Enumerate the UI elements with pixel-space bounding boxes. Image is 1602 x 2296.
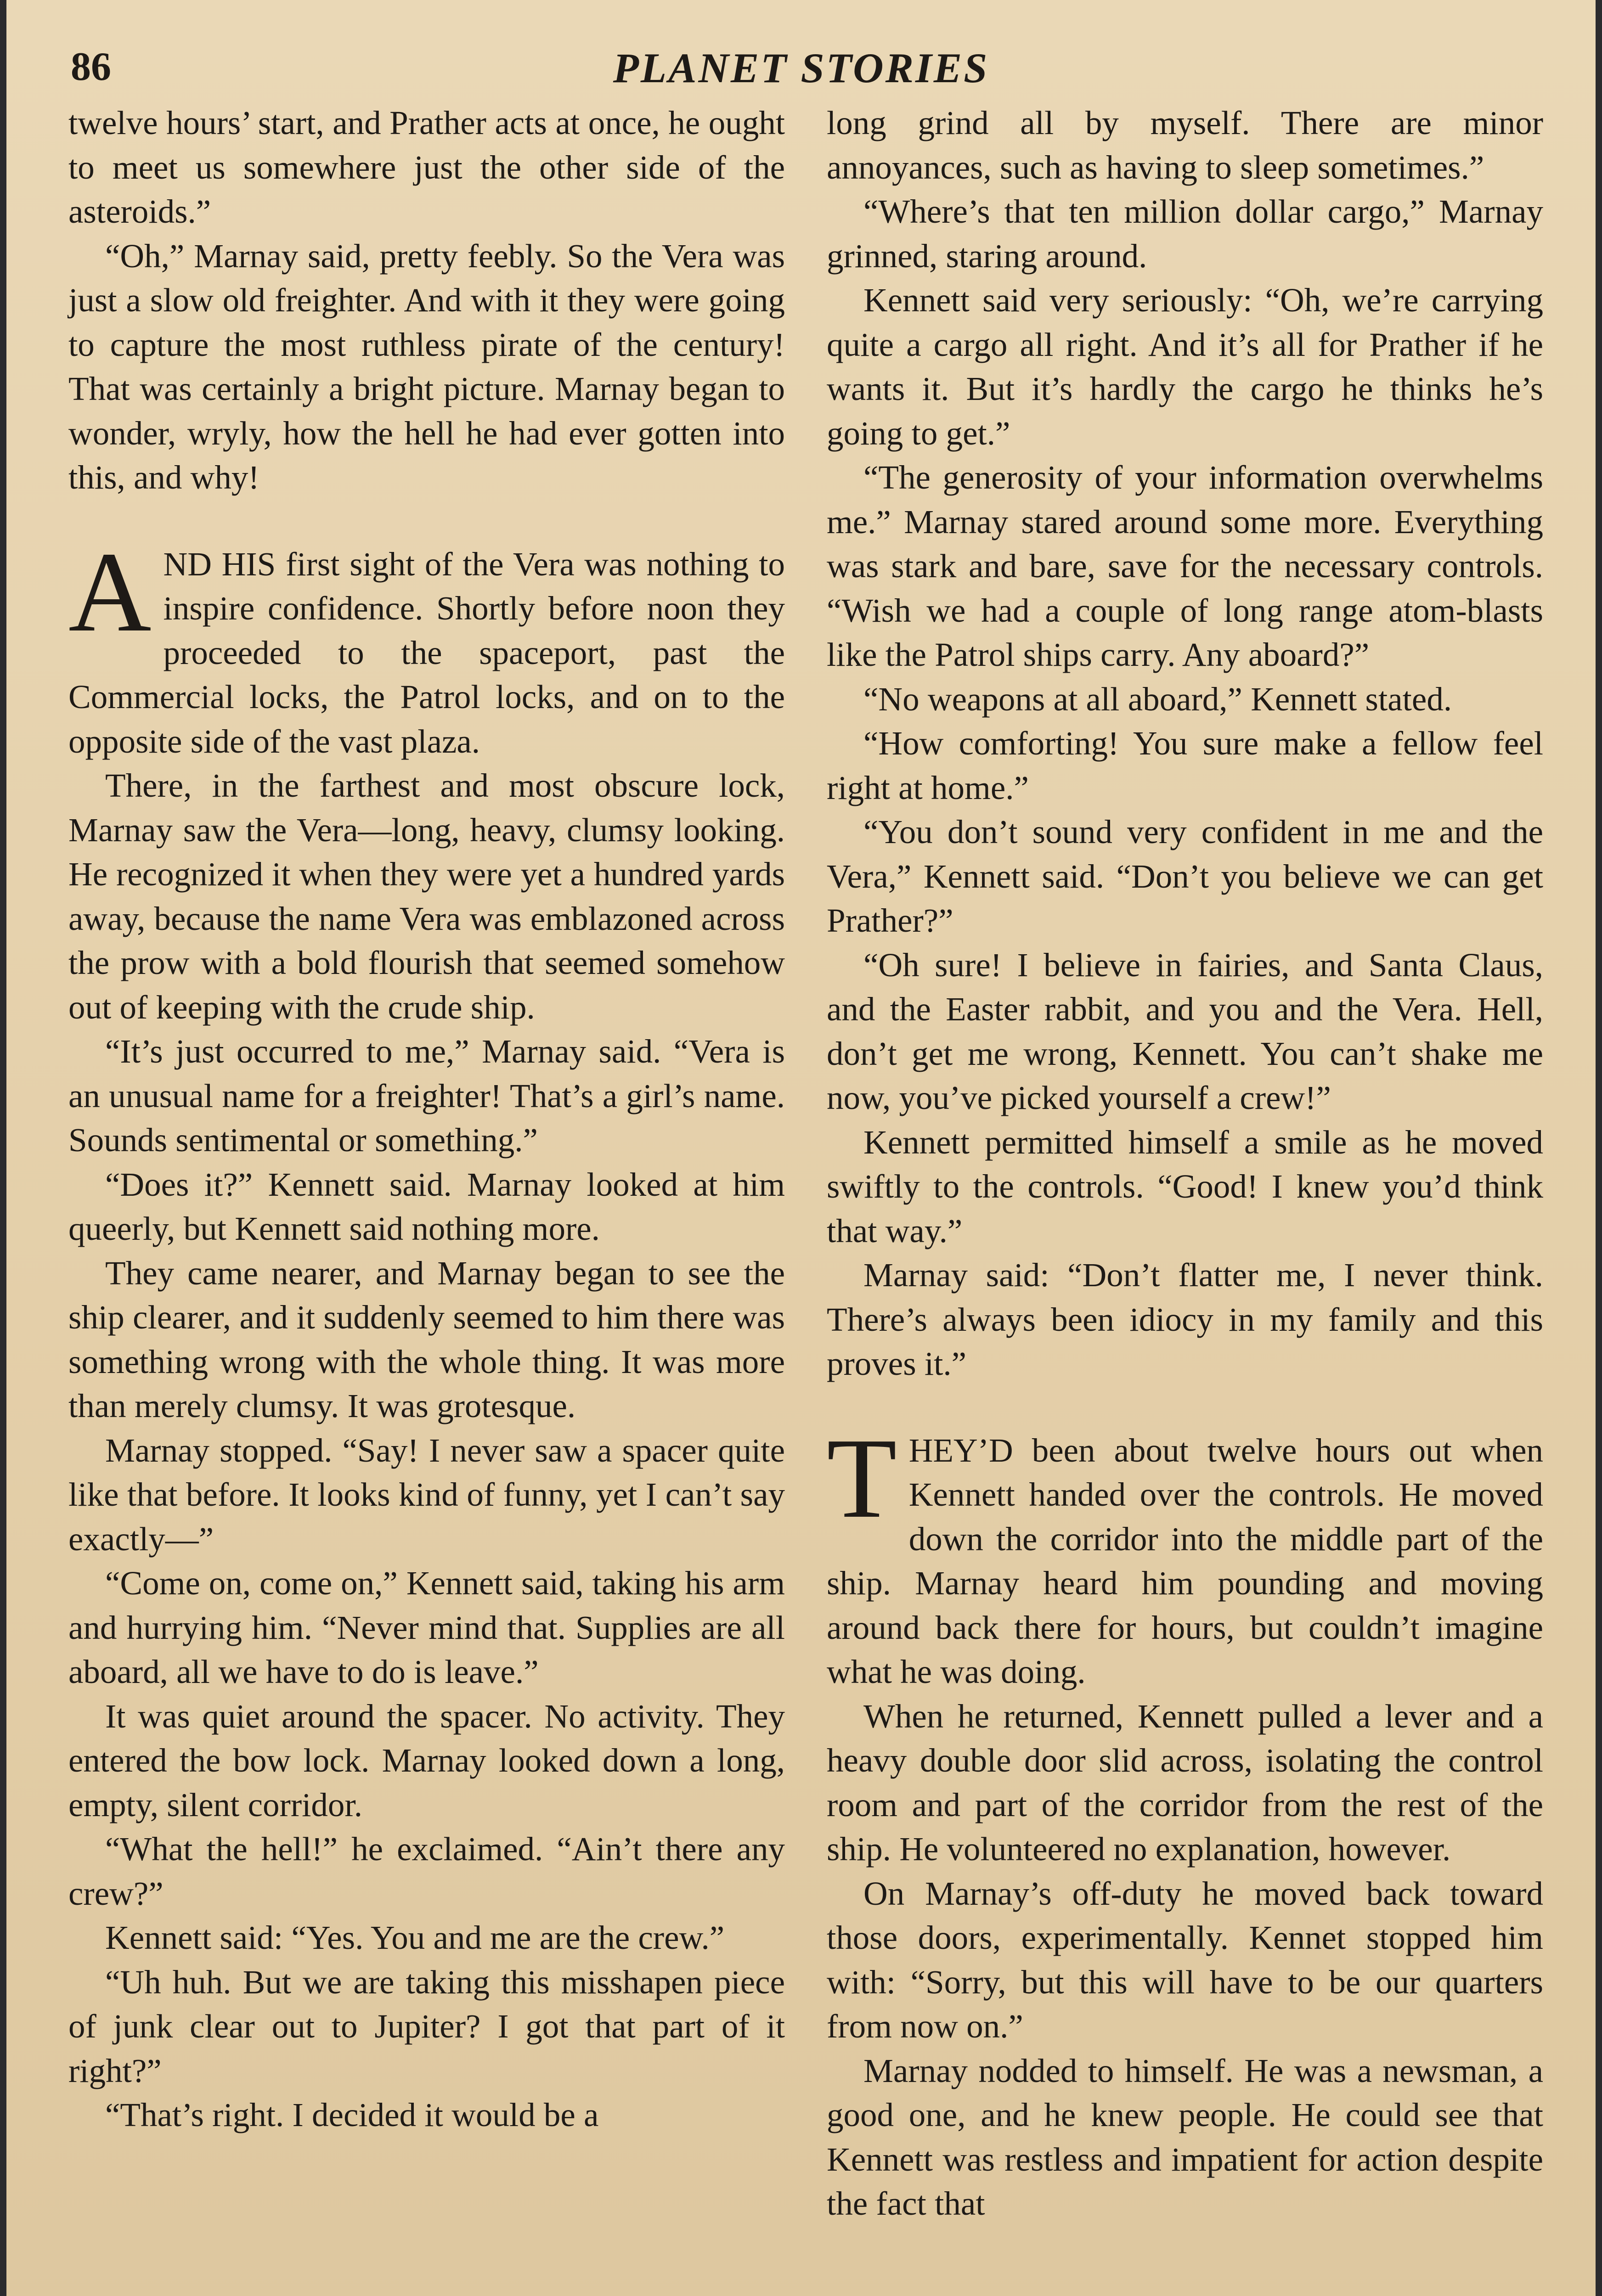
drop-cap: A [68,528,152,656]
right-column [827,101,1543,2226]
paragraph: long grind all by myself. There are minor annoyances, such as having to sleep sometimes.” [827,104,1543,186]
paragraph-text: ND HIS first sight of the Vera was nothing to inspire confidence. Shortly before noon they proceeded to the spaceport, past the Commercial locks, the Patrol locks, and on to the opposite side of the vast plaza. [68,545,785,760]
paragraph: “Oh,” Marnay said, pretty feebly. So the Vera was just a slow old freighter. And with it they were going to capture the most ruthless pirate of the century! That was certainly a bright picture. Marnay began to wonder, wryly, how the hell he had ever gotten into this, and why! [68,237,785,496]
page-header [65,44,1537,94]
paragraph: They came nearer, and Marnay began to see the ship clearer, and it suddenly seemed to him there was something wrong with the whole thing. It was more than merely clumsy. It was grotesque. [68,1254,785,1424]
paragraph: When he returned, Kennett pulled a lever and a heavy double door slid across, isolating the control room and part of the corridor from the rest of the ship. He volunteered no explanation, however. [827,1697,1543,1868]
paragraph: “Where’s that ten million dollar cargo,” Marnay grinned, staring around. [827,193,1543,275]
paragraph: It was quiet around the spacer. No activity. They entered the bow lock. Marnay looked down a long, empty, silent corridor. [68,1697,785,1823]
paragraph: “Oh sure! I believe in fairies, and Santa Claus, and the Easter rabbit, and you and the Vera. Hell, don’t get me wrong, Kennett. You can’t shake me now, you’ve picked yourself a crew!” [827,946,1543,1116]
page-number: 86 [71,45,111,89]
paragraph: “That’s right. I decided it would be a [105,2096,599,2133]
paragraph: Marnay nodded to himself. He was a newsman, a good one, and he knew people. He could see that Kennett was restless and impatient for action despite the fact that [827,2052,1543,2222]
section-opening-paragraph [827,1414,1543,1694]
paragraph: “You don’t sound very confident in me and the Vera,” Kennett said. “Don’t you believe we can get Prather?” [827,813,1543,939]
running-title: PLANET STORIES [613,45,989,91]
paragraph-text: HEY’D been about twelve hours out when Kennett handed over the controls. He moved down the corridor into the middle part of the ship. Marnay heard him pounding and moving around back there for hours, but couldn’t imagine what he was doing. [827,1431,1543,1690]
paragraph: Kennett said very seriously: “Oh, we’re carrying quite a cargo all right. And it’s all for Prather if he wants it. But it’s hardly the cargo he thinks he’s going to get.” [827,281,1543,452]
drop-cap: T [827,1414,897,1542]
paragraph: “How comforting! You sure make a fellow feel right at home.” [827,725,1543,806]
left-column [68,101,785,2138]
paragraph: “The generosity of your information overwhelms me.” Marnay stared around some more. Everything was stark and bare, save for the necessary controls. “Wish we had a couple of long range atom-blasts like the Patrol ships carry. Any aboard?” [827,459,1543,673]
paragraph: “It’s just occurred to me,” Marnay said. “Vera is an unusual name for a freighter! That’s a girl’s name. Sounds sentimental or something.” [68,1033,785,1159]
paragraph: Kennett permitted himself a smile as he moved swiftly to the controls. “Good! I knew you’d think that way.” [827,1123,1543,1249]
paragraph: “Come on, come on,” Kennett said, taking his arm and hurrying him. “Never mind that. Supplies are all aboard, all we have to do is leave.” [68,1564,785,1690]
paragraph: “What the hell!” he exclaimed. “Ain’t there any crew?” [68,1830,785,1912]
paragraph: Marnay stopped. “Say! I never saw a spacer quite like that before. It looks kind of funny, yet I can’t say exactly—” [68,1431,785,1558]
paragraph: There, in the farthest and most obscure lock, Marnay saw the Vera—long, heavy, clumsy looking. He recognized it when they were yet a hundred yards away, because the name Vera was emblazoned across the prow with a bold flourish that seemed somehow out of keeping with the crude ship. [68,767,785,1026]
paragraph: Marnay said: “Don’t flatter me, I never think. There’s always been idiocy in my family and this proves it.” [827,1256,1543,1382]
paragraph: Kennett said: “Yes. You and me are the crew.” [105,1919,725,1956]
paragraph: twelve hours’ start, and Prather acts at once, he ought to meet us somewhere just the other side of the asteroids.” [68,104,785,230]
section-opening-paragraph [68,528,785,764]
paragraph: “No weapons at all aboard,” Kennett stated. [863,680,1452,718]
paragraph: “Does it?” Kennett said. Marnay looked at him queerly, but Kennett said nothing more. [68,1165,785,1247]
paragraph: “Uh huh. But we are taking this misshapen piece of junk clear out to Jupiter? I got that part of it right?” [68,1963,785,2089]
paragraph: On Marnay’s off-duty he moved back toward those doors, experimentally. Kennet stopped him with: “Sorry, but this will have to be our quarters from now on.” [827,1874,1543,2045]
